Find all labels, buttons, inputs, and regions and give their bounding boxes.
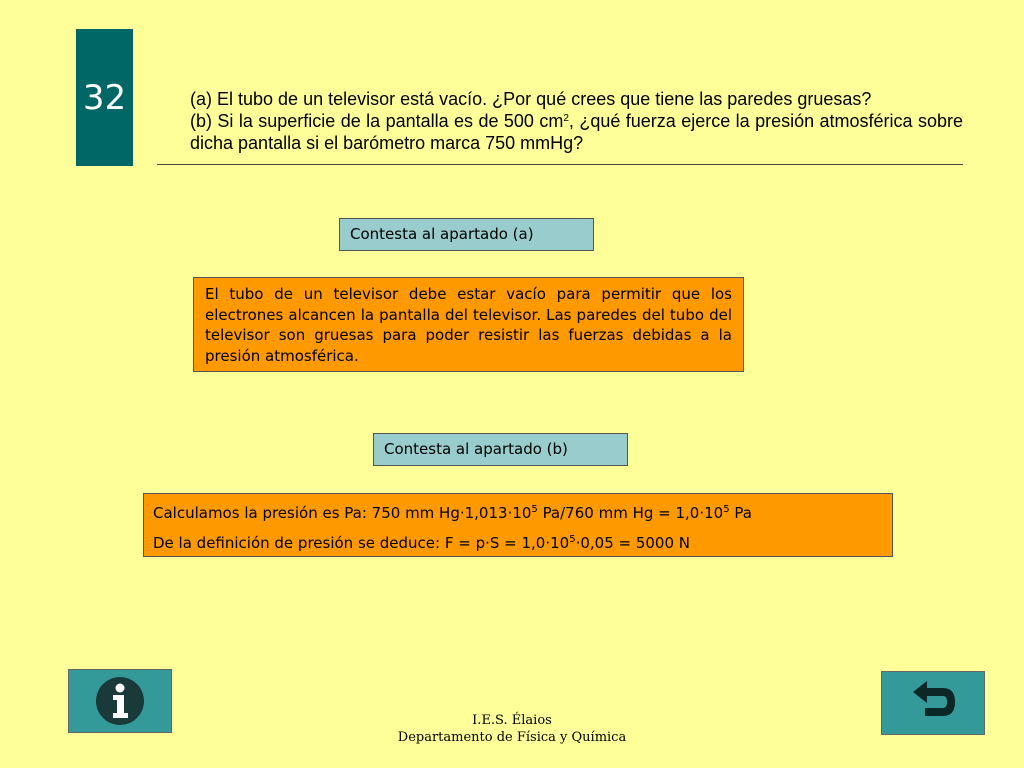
section-b-label[interactable]: Contesta al apartado (b) [373, 433, 628, 466]
force-calculation-line: De la definición de presión se deduce: $F = p\cdot S = 1,0\cdot 10^5\cdot 0,05 = 5000$ N [153, 534, 691, 552]
back-button[interactable] [881, 671, 985, 735]
section-a-label[interactable]: Contesta al apartado (a) [339, 218, 594, 251]
slide-number-tab [76, 29, 133, 166]
question-text [190, 88, 963, 154]
info-icon [94, 675, 146, 727]
info-button[interactable] [68, 669, 172, 733]
section-a-answer: El tubo de un televisor debe estar vacío para permitir que los electrones alcancen la pantalla del televisor. Las paredes del tubo del televisor son gruesas para poder resistir las fuerzas debidas a la presión atmosférica. [193, 277, 744, 372]
question-part-a: (a) El tubo de un televisor está vacío. ¿Por qué crees que tiene las paredes gruesas? [190, 89, 872, 109]
footer [362, 712, 662, 746]
question-part-b: (b) Si la superficie de la pantalla es de 500 $cm^2$, ¿qué fuerza ejerce la presión atmosférica sobre dicha pantalla si el barómetro marca 750 mmHg? [190, 111, 963, 153]
footer-school: I.E.S. Élaios [472, 713, 552, 728]
slide-number: 32 [82, 77, 127, 118]
pressure-calculation-line: Calculamos la presión es Pa: 750 mm $Hg\cdot 1,013\cdot 10^5$ Pa/760 mm $Hg = 1,0\cdot 10^5$ Pa [153, 504, 752, 522]
footer-department: Departamento de Física y Química [397, 730, 627, 745]
return-arrow-icon [903, 678, 963, 728]
section-b-answer [143, 493, 893, 557]
header-divider [157, 164, 963, 165]
